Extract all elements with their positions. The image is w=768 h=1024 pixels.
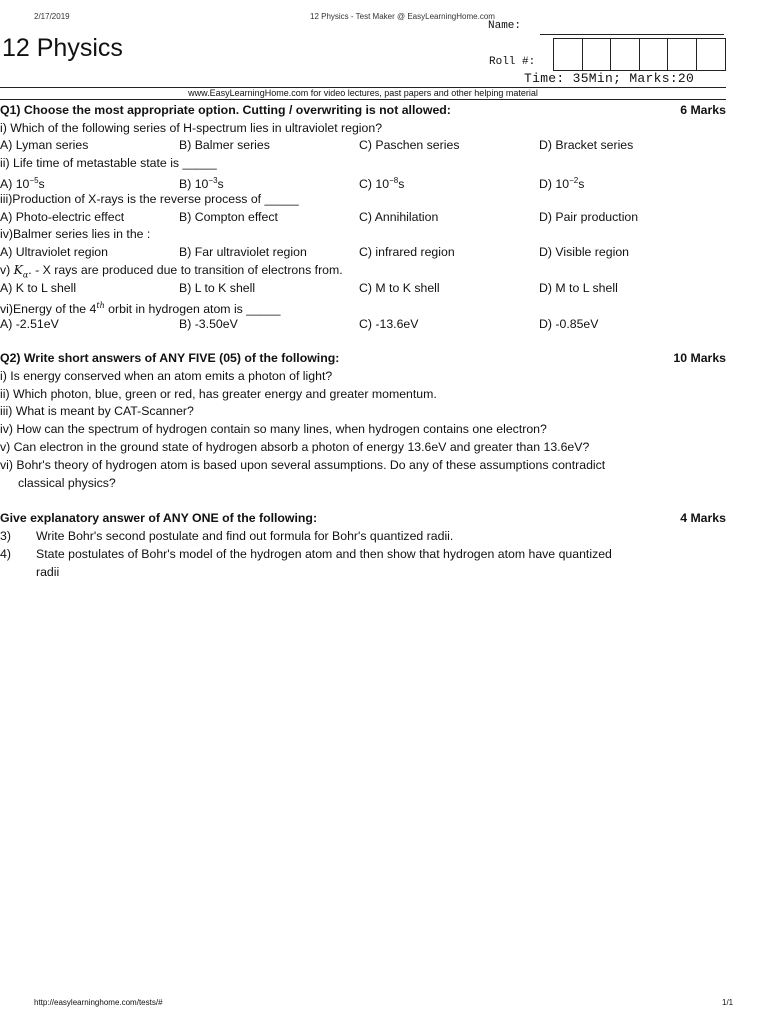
q2-text: How can the spectrum of hydrogen contain so many lines, when hydrogen contains one electron? — [16, 422, 547, 436]
option-a: A) -2.51eV — [0, 317, 59, 331]
q1-num: ii) — [0, 156, 10, 170]
option-b: B) L to K shell — [179, 281, 256, 295]
q1-num: v) — [0, 263, 11, 277]
q1-question — [0, 191, 726, 207]
option-d: D) -0.85eV — [539, 317, 599, 331]
q1-text: . - X rays are produced due to transition of electrons from. — [28, 263, 343, 277]
q2-item — [0, 421, 726, 437]
roll-box — [697, 39, 726, 70]
q1-text: Balmer series lies in the : — [12, 227, 151, 241]
option-b: B) Far ultraviolet region — [179, 245, 307, 259]
q2-item — [0, 403, 726, 419]
option-d: D) $10^{-2}s$ — [539, 176, 585, 191]
option-a: A) K to L shell — [0, 281, 77, 295]
option-a: A) Ultraviolet region — [0, 245, 108, 259]
q1-text: Production of X-rays is the reverse process of _____ — [12, 192, 299, 206]
q1-text: Life time of metastable state is _____ — [12, 156, 217, 170]
q3-text: State postulates of Bohr's model of the hydrogen atom and then show that hydrogen atom have quantized — [36, 547, 612, 561]
option-d: D) M to L shell — [539, 281, 618, 295]
q2-text: Is energy conserved when an atom emits a photon of light? — [10, 369, 333, 383]
q3-item-continued — [0, 564, 726, 580]
q2-num: vi) — [0, 458, 13, 472]
option-a: A) Photo-electric effect — [0, 210, 125, 224]
roll-number-boxes — [553, 38, 726, 71]
q1-text: Which of the following series of H-spectrum lies in ultraviolet region? — [10, 121, 383, 135]
q2-num: ii) — [0, 387, 10, 401]
q2-num: i) — [0, 369, 7, 383]
q1-options — [0, 173, 726, 189]
q1-text: Energy of the 4th orbit in hydrogen atom is _____ — [12, 301, 281, 316]
option-c: C) $10^{-8}s$ — [359, 176, 405, 191]
q2-num: iv) — [0, 422, 13, 436]
q1-question — [0, 298, 726, 317]
divider-bottom — [0, 99, 726, 100]
roll-box — [611, 39, 640, 70]
q1-options — [0, 209, 726, 225]
roll-box — [640, 39, 669, 70]
q3-text-continued: radii — [36, 565, 60, 579]
page-title: 12 Physics — [2, 34, 123, 62]
q2-text: Which photon, blue, green or red, has greater energy and greater momentum. — [12, 387, 437, 401]
q2-item-continued — [0, 475, 726, 491]
k-alpha-symbol: $K_\alpha$ — [13, 263, 29, 280]
q1-heading — [0, 102, 726, 118]
site-line: www.EasyLearningHome.com for video lectures, past papers and other helping material — [188, 88, 538, 98]
q3-num: 4) — [0, 547, 11, 561]
option-c: C) -13.6eV — [359, 317, 419, 331]
option-c: C) Paschen series — [359, 138, 460, 152]
roll-label: Roll #: — [489, 56, 536, 68]
time-marks: Time: 35Min; Marks:20 — [524, 71, 695, 86]
option-c: C) Annihilation — [359, 210, 439, 224]
q2-heading-text: Q2) Write short answers of ANY FIVE (05) of the following: — [0, 351, 340, 365]
print-doc-title: 12 Physics - Test Maker @ EasyLearningHome.com — [310, 12, 495, 21]
q2-text: Can electron in the ground state of hydrogen absorb a photon of energy 13.6eV and greater than 13.6eV? — [13, 440, 590, 454]
q1-question — [0, 120, 726, 136]
q2-item — [0, 439, 726, 455]
roll-box — [583, 39, 612, 70]
option-b: B) Compton effect — [179, 210, 278, 224]
option-d: D) Pair production — [539, 210, 639, 224]
roll-box — [554, 39, 583, 70]
q1-num: vi) — [0, 302, 13, 316]
q2-item — [0, 368, 726, 384]
q1-question — [0, 155, 726, 171]
option-d: D) Bracket series — [539, 138, 634, 152]
option-c: C) infrared region — [359, 245, 455, 259]
q1-heading-text: Q1) Choose the most appropriate option. Cutting / overwriting is not allowed: — [0, 103, 451, 117]
q3-num: 3) — [0, 529, 11, 543]
roll-box — [668, 39, 697, 70]
q3-heading-text: Give explanatory answer of ANY ONE of the following: — [0, 511, 318, 525]
q2-text-continued: classical physics? — [18, 476, 116, 490]
name-label: Name: — [488, 20, 522, 32]
q3-text: Write Bohr's second postulate and find out formula for Bohr's quantized radii. — [36, 529, 454, 543]
q3-marks: 4 Marks — [680, 511, 726, 525]
option-c: C) M to K shell — [359, 281, 440, 295]
print-date: 2/17/2019 — [34, 12, 70, 21]
q1-num: i) — [0, 121, 7, 135]
option-a: A) $10^{-5}s$ — [0, 176, 45, 191]
q2-item — [0, 457, 726, 473]
footer-url: http://easylearninghome.com/tests/# — [34, 998, 163, 1007]
option-a: A) Lyman series — [0, 138, 89, 152]
q2-item — [0, 386, 726, 402]
q1-num: iv) — [0, 227, 13, 241]
footer-page: 1/1 — [722, 998, 734, 1007]
q2-text: Bohr's theory of hydrogen atom is based upon several assumptions. Do any of these assumptions contradict — [16, 458, 606, 472]
q1-num: iii) — [0, 192, 13, 206]
q1-options — [0, 280, 726, 296]
q2-text: What is meant by CAT-Scanner? — [15, 404, 194, 418]
q1-options — [0, 137, 726, 153]
q3-item — [0, 546, 726, 562]
q1-question — [0, 226, 726, 242]
q1-marks: 6 Marks — [680, 103, 726, 117]
q2-marks: 10 Marks — [673, 351, 726, 365]
q2-heading — [0, 350, 726, 366]
name-line — [540, 34, 724, 35]
q3-heading — [0, 510, 726, 526]
q2-num: iii) — [0, 404, 13, 418]
option-d: D) Visible region — [539, 245, 629, 259]
option-b: B) Balmer series — [179, 138, 270, 152]
q3-item — [0, 528, 726, 544]
option-b: B) -3.50eV — [179, 317, 238, 331]
option-b: B) $10^{-3}s$ — [179, 176, 224, 191]
q2-num: v) — [0, 440, 11, 454]
q1-options — [0, 244, 726, 260]
q1-options — [0, 316, 726, 332]
